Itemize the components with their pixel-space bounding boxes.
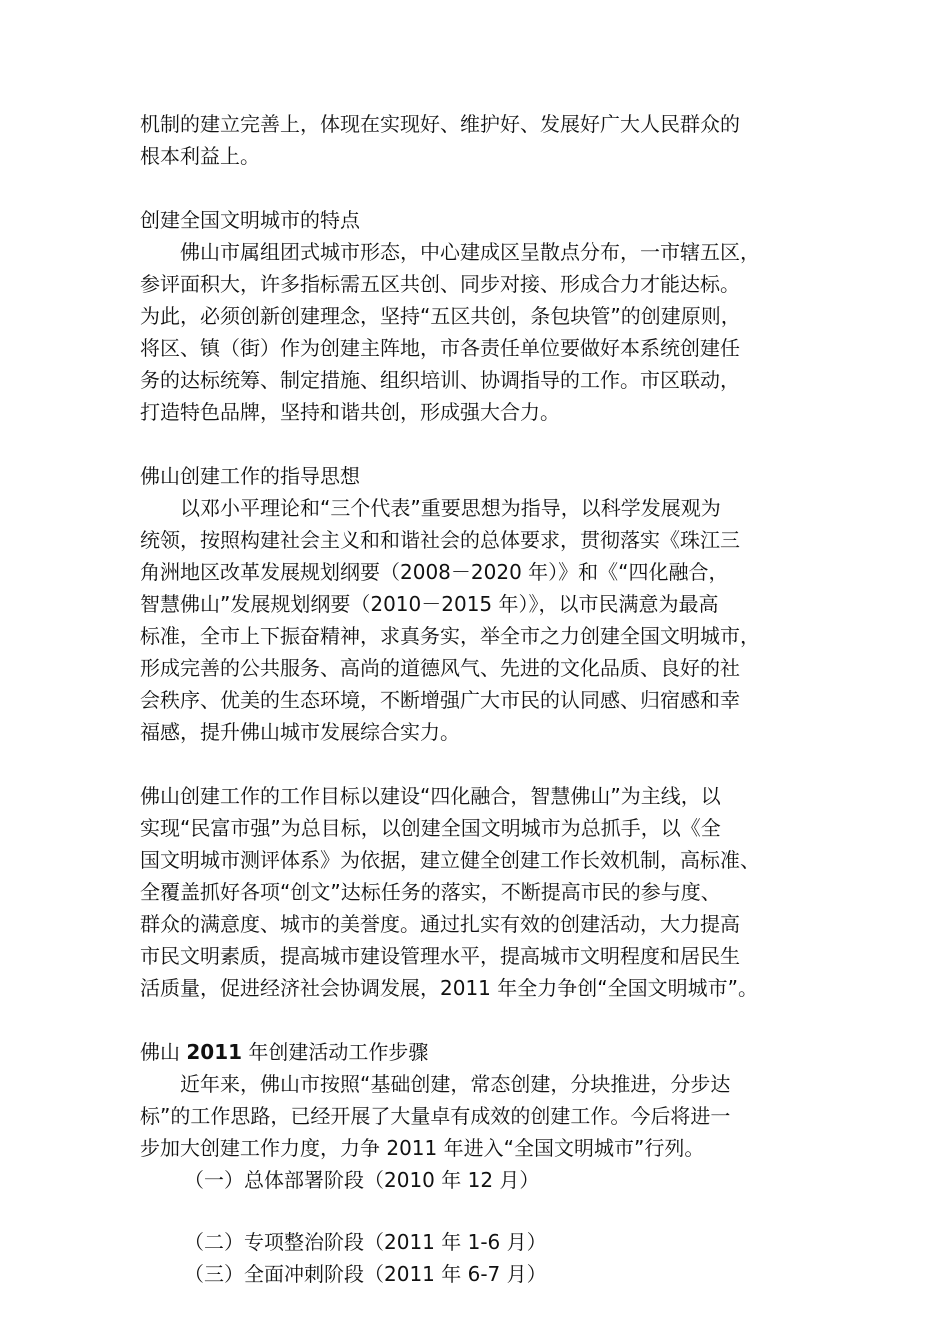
guiding-line-1: 以邓小平理论和“三个代表”重要思想为指导，以科学发展观为 (180, 496, 721, 520)
steps-line-2: 标”的工作思路，已经开展了大量卓有成效的创建工作。今后将进一 (140, 1104, 731, 1128)
steps-heading-prefix: 佛山 (140, 1040, 187, 1064)
features-line-1: 佛山市属组团式城市形态，中心建成区呈散点分布，一市辖五区， (180, 240, 760, 264)
guiding-line-8: 福感，提升佛山城市发展综合实力。 (140, 720, 460, 744)
steps-heading-year: 2011 (186, 1040, 243, 1064)
goals-line-5: 群众的满意度、城市的美誉度。通过扎实有效的创建活动，大力提高 (140, 912, 740, 936)
features-line-3: 为此，必须创新创建理念，坚持“五区共创，条包块管”的创建原则， (140, 304, 741, 328)
goals-line-1: 佛山创建工作的工作目标以建设“四化融合，智慧佛山”为主线，以 (140, 784, 721, 808)
steps-heading-suffix: 年创建活动工作步骤 (242, 1040, 429, 1064)
steps-line-1: 近年来，佛山市按照“基础创建，常态创建，分块推进，分步达 (180, 1072, 731, 1096)
goals-line-4: 全覆盖抓好各项“创文”达标任务的落实，不断提高市民的参与度、 (140, 880, 721, 904)
guiding-line-2: 统领，按照构建社会主义和和谐社会的总体要求，贯彻落实《珠江三 (140, 528, 740, 552)
features-line-2: 参评面积大，许多指标需五区共创、同步对接、形成合力才能达标。 (140, 272, 740, 296)
features-heading: 创建全国文明城市的特点 (140, 208, 360, 232)
features-section (140, 204, 830, 428)
phase-item-1: （一）总体部署阶段（2010 年 12 月） (184, 1168, 540, 1192)
goals-line-2: 实现“民富市强”为总目标，以创建全国文明城市为总抓手，以《全 (140, 816, 721, 840)
goals-line-3: 国文明城市测评体系》为依据，建立健全创建工作长效机制，高标准、 (140, 848, 760, 872)
guiding-line-3: 角洲地区改革发展规划纲要（2008－2020 年）》和《“四化融合， (140, 560, 729, 584)
guiding-section (140, 460, 830, 748)
goals-line-6: 市民文明素质，提高城市建设管理水平，提高城市文明程度和居民生 (140, 944, 740, 968)
phase-item-2: （二）专项整治阶段（2011 年 1-6 月） (184, 1230, 547, 1254)
steps-line-3: 步加大创建工作力度，力争 2011 年进入“全国文明城市”行列。 (140, 1136, 705, 1160)
features-line-4: 将区、镇（街）作为创建主阵地，市各责任单位要做好本系统创建任 (140, 336, 740, 360)
document-page (140, 108, 830, 1290)
intro-paragraph (140, 108, 830, 172)
features-line-5: 务的达标统筹、制定措施、组织培训、协调指导的工作。市区联动， (140, 368, 740, 392)
intro-line-1: 机制的建立完善上，体现在实现好、维护好、发展好广大人民群众的 (140, 112, 740, 136)
goals-section (140, 780, 830, 1004)
guiding-heading: 佛山创建工作的指导思想 (140, 464, 360, 488)
goals-line-7: 活质量，促进经济社会协调发展，2011 年全力争创“全国文明城市”。 (140, 976, 758, 1000)
steps-heading (140, 1036, 830, 1068)
guiding-line-4: 智慧佛山”发展规划纲要（2010－2015 年）》，以市民满意为最高 (140, 592, 719, 616)
guiding-line-5: 标准，全市上下振奋精神，求真务实，举全市之力创建全国文明城市， (140, 624, 760, 648)
features-line-6: 打造特色品牌，坚持和谐共创，形成强大合力。 (140, 400, 560, 424)
phase-item-3: （三）全面冲刺阶段（2011 年 6-7 月） (184, 1262, 547, 1286)
steps-section (140, 1036, 830, 1290)
guiding-line-7: 会秩序、优美的生态环境，不断增强广大市民的认同感、归宿感和幸 (140, 688, 740, 712)
intro-line-2: 根本利益上。 (140, 144, 260, 168)
guiding-line-6: 形成完善的公共服务、高尚的道德风气、先进的文化品质、良好的社 (140, 656, 740, 680)
